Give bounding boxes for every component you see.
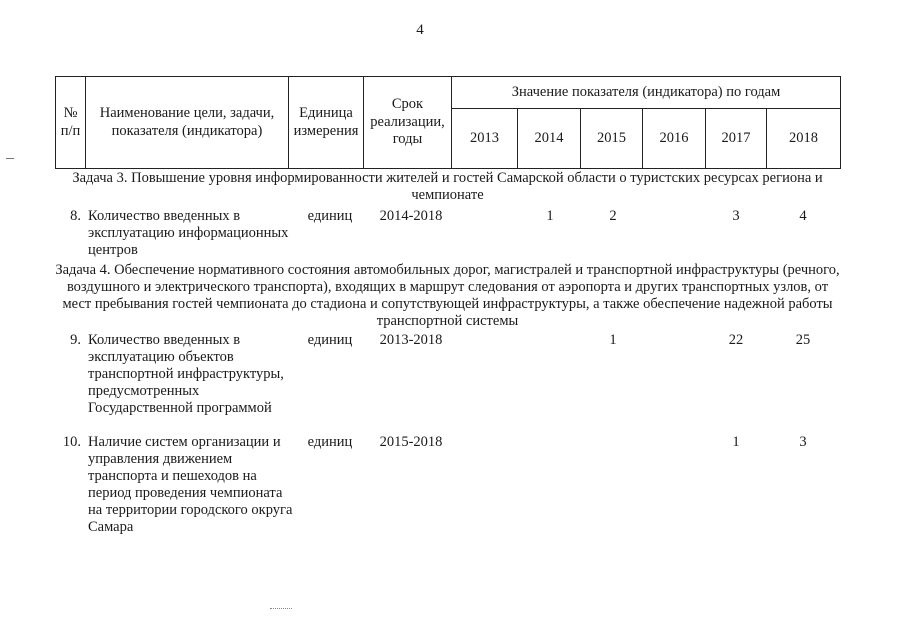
- header-year-2016: 2016: [643, 109, 706, 169]
- row-number: 9.: [70, 332, 81, 348]
- header-col-number: № п/п: [56, 77, 86, 169]
- value-2018: 25: [795, 332, 811, 348]
- period-cell: 2015-2018: [379, 434, 443, 450]
- header-year-2018: 2018: [767, 109, 841, 169]
- indicator-name: Наличие систем организации и управления движением транспорта и пешеходов на период проведения чемпионата на территории городского округа Самара: [88, 434, 293, 535]
- value-2017: 22: [728, 332, 744, 348]
- unit-cell: единиц: [307, 434, 353, 450]
- task-3-title: Задача 3. Повышение уровня информированности жителей и гостей Самарской области о туристских ресурсах региона и чемпионате: [72, 170, 823, 203]
- page-number: 4: [416, 22, 424, 38]
- task-4-title: Задача 4. Обеспечение нормативного состояния автомобильных дорог, магистралей и транспортной инфраструктуры (речного, воздушного и электрического транспорта), входящих в маршрут следования от аэропорта и других транспортных узлов, от мест пребывания гостей чемпионата до стадиона и сопутствующей инфраструктуры, а также обеспечение надежной работы транспортной системы: [55, 262, 840, 329]
- unit-cell: единиц: [307, 208, 353, 224]
- period-cell: 2013-2018: [379, 332, 443, 348]
- value-2015: 1: [609, 332, 617, 348]
- value-2018: 3: [799, 434, 807, 450]
- value-2017: 1: [732, 434, 740, 450]
- margin-mark: [6, 158, 14, 159]
- indicator-name: Количество введенных в эксплуатацию информационных центров: [88, 208, 289, 258]
- value-2014: 1: [546, 208, 554, 224]
- header-col-period: Срок реализации, годы: [364, 77, 452, 169]
- header-col-unit: Единица измерения: [289, 77, 364, 169]
- scan-mark: [270, 608, 292, 610]
- header-year-2013: 2013: [452, 109, 518, 169]
- header-year-2014: 2014: [518, 109, 581, 169]
- row-number: 8.: [70, 208, 81, 224]
- header-col-name: Наименование цели, задачи, показателя (индикатора): [86, 77, 289, 169]
- header-year-2017: 2017: [706, 109, 767, 169]
- row-number: 10.: [62, 434, 81, 450]
- value-2018: 4: [799, 208, 807, 224]
- value-2015: 2: [609, 208, 617, 224]
- indicator-name: Количество введенных в эксплуатацию объектов транспортной инфраструктуры, предусмотренных Государственной программой: [88, 332, 284, 416]
- unit-cell: единиц: [307, 332, 353, 348]
- header-col-values: Значение показателя (индикатора) по годам: [452, 77, 841, 109]
- indicator-table-header: [55, 76, 841, 169]
- period-cell: 2014-2018: [379, 208, 443, 224]
- header-year-2015: 2015: [581, 109, 643, 169]
- value-2017: 3: [732, 208, 740, 224]
